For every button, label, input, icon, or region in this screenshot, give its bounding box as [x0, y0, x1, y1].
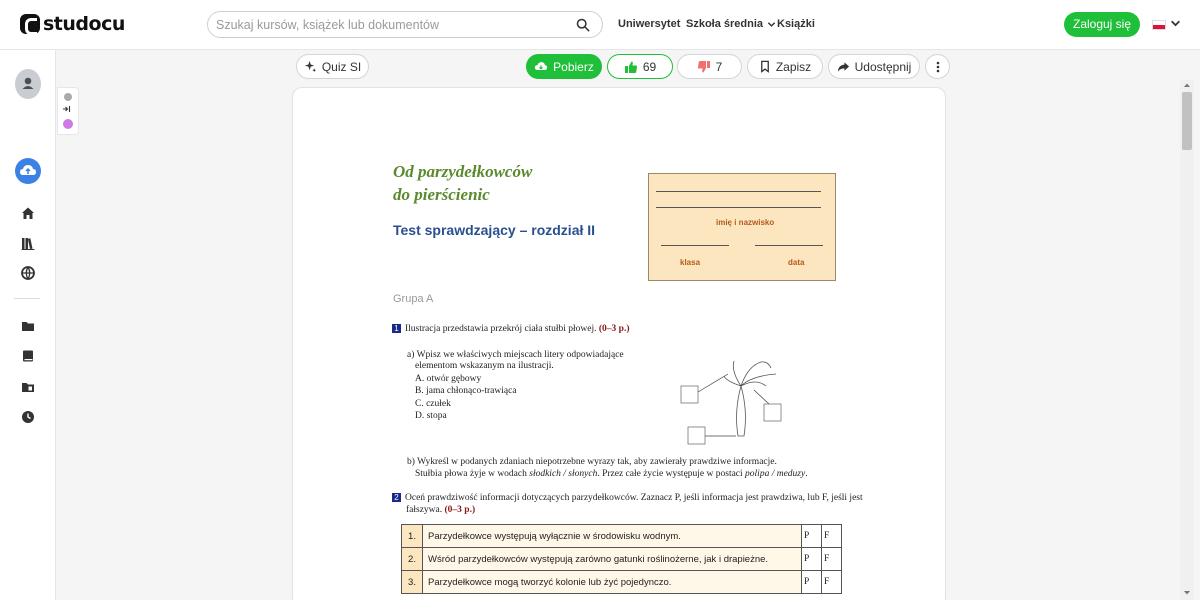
- left-sidebar: [0, 50, 56, 600]
- search-icon[interactable]: [576, 18, 590, 32]
- login-button[interactable]: Zaloguj się: [1064, 12, 1140, 37]
- quiz-label: Quiz SI: [321, 59, 362, 74]
- poland-flag-icon[interactable]: [1152, 20, 1166, 30]
- dislike-count: 7: [715, 59, 723, 74]
- question-number: 2: [392, 493, 401, 502]
- class-label: klasa: [680, 258, 701, 267]
- share-button[interactable]: [828, 54, 920, 79]
- document-title-line2: do pierścienic: [393, 185, 490, 204]
- sentence-text: Stułbia płowa żyje w wodach: [415, 469, 530, 479]
- quiz-button[interactable]: [296, 54, 369, 79]
- nav-high-school-label: Szkoła średnia: [686, 18, 764, 30]
- cloud-download-icon: [534, 60, 548, 73]
- row-number: 2.: [402, 548, 423, 571]
- sparkle-icon: [304, 60, 317, 73]
- name-line: [656, 191, 821, 192]
- folder-icon[interactable]: [20, 318, 36, 334]
- name-label: imię i nazwisko: [716, 218, 775, 227]
- dislike-button[interactable]: [677, 54, 742, 79]
- library-icon[interactable]: [20, 235, 36, 251]
- collapse-panel-icon[interactable]: [58, 88, 80, 136]
- row-statement: Wśród parzydełkowców występują zarówno gatunki roślinożerne, jak i drapieżne.: [423, 548, 802, 571]
- cloud-upload-icon: [15, 158, 41, 184]
- name-field-box: [648, 173, 836, 281]
- list-item: B. jama chłonąco-trawiąca: [415, 386, 517, 396]
- save-label: Zapisz: [775, 59, 812, 74]
- thumbs-down-icon: [697, 60, 711, 74]
- more-options-button[interactable]: [925, 54, 950, 79]
- document-folder-icon[interactable]: [20, 379, 36, 395]
- like-count: 69: [642, 59, 657, 74]
- list-item: A. otwór gębowy: [415, 374, 482, 384]
- upload-button[interactable]: [15, 158, 41, 184]
- document-subtitle: Test sprawdzający – rozdział II: [393, 222, 596, 238]
- question-text: fałszywa.: [406, 505, 443, 515]
- share-label: Udostępnij: [854, 59, 912, 74]
- question-2: [392, 492, 863, 504]
- true-option: P: [802, 571, 822, 594]
- globe-icon[interactable]: [20, 265, 36, 281]
- like-button[interactable]: [607, 54, 673, 79]
- row-statement: Parzydełkowce mogą tworzyć kolonie lub żyć pojedynczo.: [423, 571, 802, 594]
- table-row: [402, 571, 842, 594]
- nav-books[interactable]: Książki: [777, 18, 815, 30]
- question-text: Ilustracja przedstawia przekrój ciała stułbi płowej.: [405, 324, 597, 334]
- nav-high-school[interactable]: [686, 18, 776, 30]
- question-points: (0–3 p.): [444, 505, 476, 515]
- question-1b-line2: [415, 468, 808, 480]
- question-number: 1: [392, 324, 401, 333]
- hydra-illustration: [676, 356, 786, 446]
- scroll-up-icon[interactable]: [1183, 82, 1191, 88]
- false-option: F: [822, 548, 842, 571]
- name-line: [656, 207, 821, 208]
- question-2-line2: [406, 504, 475, 516]
- scroll-down-icon[interactable]: [1183, 590, 1191, 596]
- chevron-down-icon[interactable]: [1170, 18, 1181, 29]
- choice-text: polipa / meduzy: [745, 469, 806, 479]
- nav-university[interactable]: Uniwersytet: [618, 18, 681, 30]
- date-label: data: [788, 258, 805, 267]
- true-false-table: [401, 524, 842, 594]
- group-label: Grupa A: [393, 293, 434, 305]
- true-option: P: [802, 548, 822, 571]
- book-icon[interactable]: [20, 348, 36, 364]
- top-header: [0, 0, 1200, 50]
- home-icon[interactable]: [20, 205, 36, 221]
- date-line: [755, 245, 823, 246]
- class-line: [661, 245, 729, 246]
- studocu-logo[interactable]: [20, 13, 125, 35]
- chevron-down-icon: [767, 20, 776, 29]
- question-1a-line2: elementom wskazanym na ilustracji.: [415, 361, 554, 371]
- logo-text: studocu: [43, 13, 125, 35]
- sentence-text: .: [805, 469, 808, 479]
- search-input[interactable]: [216, 15, 566, 35]
- save-button[interactable]: [747, 54, 823, 79]
- false-option: F: [822, 525, 842, 548]
- list-item: D. stopa: [415, 411, 447, 421]
- sidebar-mini-panel: [57, 87, 79, 135]
- avatar[interactable]: [15, 69, 41, 99]
- document-viewer: [292, 87, 946, 600]
- question-1a-line1: a) Wpisz we właściwych miejscach litery odpowiadające: [407, 350, 624, 360]
- clock-icon[interactable]: [20, 409, 36, 425]
- scrollbar-thumb[interactable]: [1182, 92, 1192, 150]
- list-item: C. czułek: [415, 399, 451, 409]
- download-button[interactable]: [526, 54, 602, 79]
- true-option: P: [802, 525, 822, 548]
- document-title-line1: Od parzydełkowców: [393, 162, 533, 181]
- question-1: [392, 323, 630, 335]
- question-text: Oceń prawdziwość informacji dotyczących parzydełkowców. Zaznacz P, jeśli informacja jest prawdziwa, lub F, jeśli jest: [405, 493, 863, 503]
- logo-icon: [20, 14, 40, 34]
- question-points: (0–3 p.): [598, 324, 630, 334]
- download-label: Pobierz: [553, 59, 594, 74]
- false-option: F: [822, 571, 842, 594]
- page-scrollbar[interactable]: [1180, 80, 1194, 600]
- sidebar-divider: [14, 298, 40, 299]
- row-number: 3.: [402, 571, 423, 594]
- user-icon: [15, 69, 41, 99]
- row-statement: Parzydełkowce występują wyłącznie w środowisku wodnym.: [423, 525, 802, 548]
- question-1b-line1: b) Wykreśl w podanych zdaniach niepotrzebne wyrazy tak, aby zawierały prawdziwe informacje.: [407, 457, 777, 467]
- sentence-text: . Przez całe życie występuje w postaci: [597, 469, 746, 479]
- choice-text: słodkich / słonych: [529, 469, 598, 479]
- search-bar: [207, 11, 603, 38]
- share-arrow-icon: [837, 61, 850, 73]
- row-number: 1.: [402, 525, 423, 548]
- table-row: [402, 525, 842, 548]
- thumbs-up-icon: [624, 60, 638, 74]
- table-row: [402, 548, 842, 571]
- more-vertical-icon: [936, 61, 940, 73]
- bookmark-icon: [759, 60, 771, 73]
